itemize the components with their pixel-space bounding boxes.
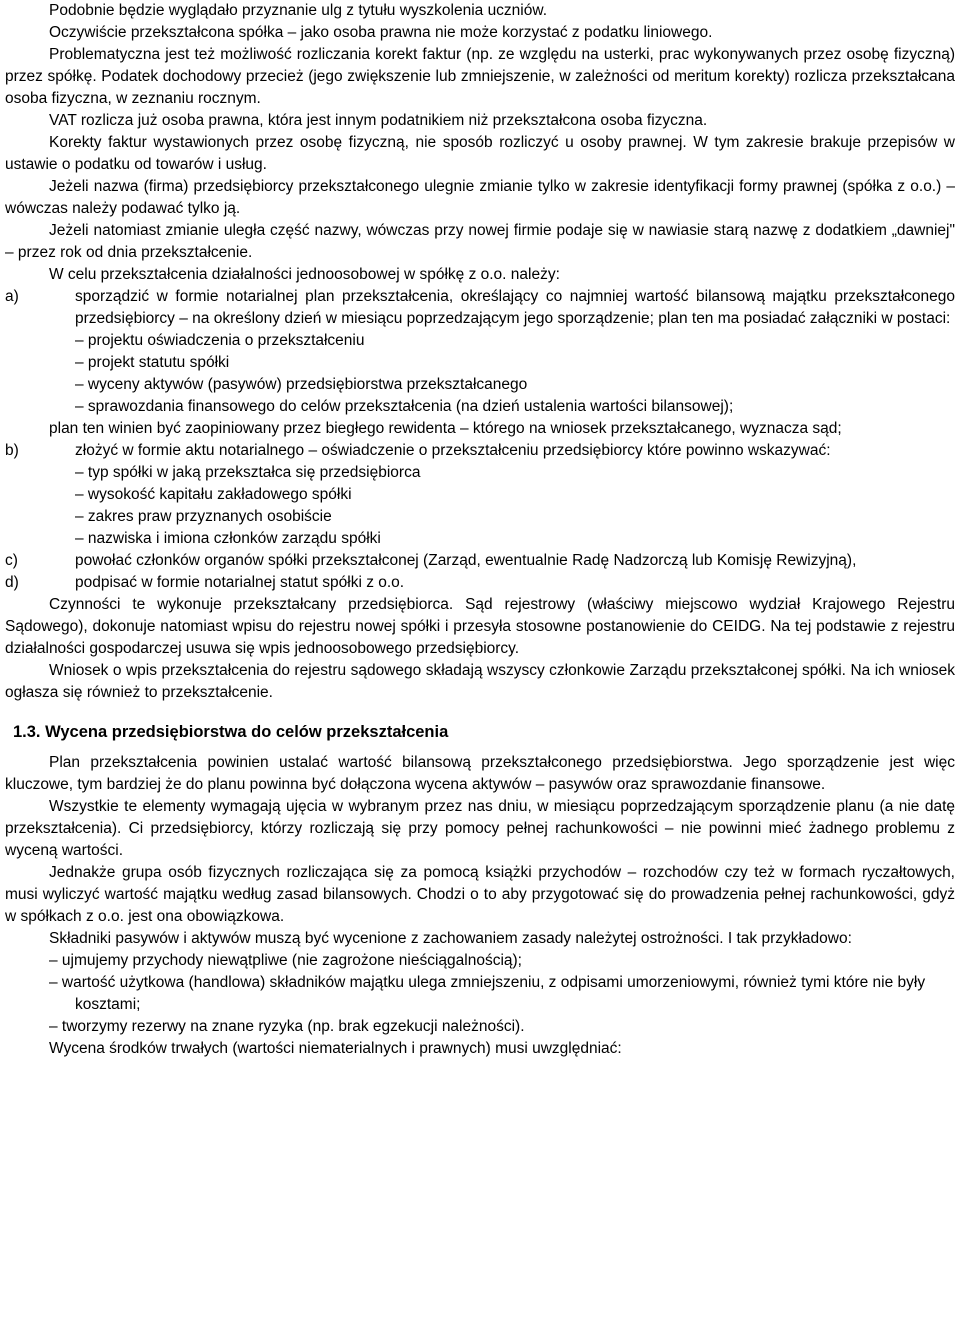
paragraph: Plan przekształcenia powinien ustalać wartość bilansową przekształconego przedsiębiorstwa. Jego sporządzenie jest więc kluczowe, tym bardziej że do planu powinna być dołączona wycena aktywów – pasywów oraz sprawozdanie finansowe. [5, 754, 955, 793]
list-item: – ujmujemy przychody niewątpliwe (nie zagrożone nieściągalnością); [49, 952, 522, 969]
paragraph: Jeżeli nazwa (firma) przedsiębiorcy przekształconego ulegnie zmianie tylko w zakresie identyfikacji formy prawnej (spółka z o.o.) – wówczas należy podawać tylko ją. [5, 178, 955, 217]
paragraph: Jeżeli natomiast zmianie uległa część nazwy, wówczas przy nowej firmie podaje się w nawiasie starą nazwę z dodatkiem „dawniej" – przez rok od dnia przekształcenie. [5, 222, 955, 261]
paragraph: VAT rozlicza już osoba prawna, która jest innym podatnikiem niż przekształcona osoba fizyczna. [49, 112, 708, 129]
paragraph: W celu przekształcenia działalności jednoosobowej w spółkę z o.o. należy: [49, 266, 560, 283]
step-label: b) [5, 442, 19, 459]
step-text: podpisać w formie notarialnej statut spółki z o.o. [75, 574, 405, 591]
section-heading: 1.3. Wycena przedsiębiorstwa do celów przekształcenia [13, 723, 449, 741]
list-item: – typ spółki w jaką przekształca się przedsiębiorca [75, 464, 421, 481]
paragraph: Czynności te wykonuje przekształcany przedsiębiorca. Sąd rejestrowy (właściwy miejscowo wydział Krajowego Rejestru Sądowego), dokonuje natomiast wpisu do rejestru nowej spółki i przesyła stosowne postanowienie do CEIDG. Na tej podstawie z rejestru działalności gospodarczej usuwa się wpis jednoosobowego przedsiębiorcy. [5, 596, 955, 657]
list-item: – projektu oświadczenia o przekształceniu [75, 332, 365, 349]
step-text: złożyć w formie aktu notarialnego – oświadczenie o przekształceniu przedsiębiorcy które powinno wskazywać: [75, 442, 831, 459]
step-label: a) [5, 288, 19, 305]
step-label: d) [5, 574, 19, 591]
step-b [5, 440, 955, 462]
list-item: – wysokość kapitału zakładowego spółki [75, 486, 352, 503]
paragraph: Problematyczna jest też możliwość rozliczania korekt faktur (np. ze względu na usterki, prac wykonywanych przez osobę fizyczną) przez spółkę. Podatek dochodowy przecież (jego zwiększenie lub zmniejszenie, w zależności od meritum korekty) rozlicza przekształcana osoba fizyczna, w zeznaniu rocznym. [5, 46, 955, 107]
paragraph: Podobnie będzie wyglądało przyznanie ulg z tytułu wyszkolenia uczniów. [49, 2, 548, 19]
step-text: powołać członków organów spółki przekształconej (Zarząd, ewentualnie Radę Nadzorczą lub Komisję Rewizyjną), [75, 552, 857, 569]
list-item: – wartość użytkowa (handlowa) składników majątku ulega zmniejszeniu, z odpisami umorzeniowymi, również tymi które nie były kosztami; [49, 974, 926, 1013]
list-item: – zakres praw przyznanych osobiście [75, 508, 332, 525]
step-c [5, 550, 955, 572]
paragraph: Wycena środków trwałych (wartości niematerialnych i prawnych) musi uwzględniać: [49, 1040, 622, 1057]
list-item: – tworzymy rezerwy na znane ryzyka (np. brak egzekucji należności). [49, 1018, 525, 1035]
paragraph: Wszystkie te elementy wymagają ujęcia w wybranym przez nas dniu, w miesiącu poprzedzającym sporządzenie planu (a nie datę przekształcenia). Ci przedsiębiorcy, którzy rozliczają się przy pomocy pełnej rachunkowości – nie powinni mieć żadnego problemu z wyceną wartości. [5, 798, 955, 859]
paragraph: Jednakże grupa osób fizycznych rozliczająca się za pomocą książki przychodów – rozchodów czy też w formach ryczałtowych, musi wyliczyć wartość majątku według zasad bilansowych. Chodzi o to aby przygotować się do prowadzenia pełnej rachunkowości, gdyż w spółkach z o.o. jest ona obowiązkowa. [5, 864, 955, 925]
list-item: – wyceny aktywów (pasywów) przedsiębiorstwa przekształcanego [75, 376, 528, 393]
paragraph: Składniki pasywów i aktywów muszą być wycenione z zachowaniem zasady należytej ostrożności. I tak przykładowo: [49, 930, 852, 947]
step-text: sporządzić w formie notarialnej plan przekształcenia, określający co najmniej wartość bilansową majątku przekształconego przedsiębiorcy – na określony dzień w miesiącu poprzedzającym jego sporządzenie; plan ten ma posiadać załączniki w postaci: [75, 288, 955, 327]
list-item: – sprawozdania finansowego do celów przekształcenia (na dzień ustalenia wartości bilansowej); [75, 398, 734, 415]
paragraph: Wniosek o wpis przekształcenia do rejestru sądowego składają wszyscy członkowie Zarządu przekształconej spółki. Na ich wniosek ogłasza się również to przekształcenie. [5, 662, 955, 701]
step-d [5, 572, 955, 594]
list-item: – nazwiska i imiona członków zarządu spółki [75, 530, 381, 547]
paragraph: Oczywiście przekształcona spółka – jako osoba prawna nie może korzystać z podatku liniowego. [49, 24, 713, 41]
list-item: – projekt statutu spółki [75, 354, 230, 371]
step-label: c) [5, 552, 18, 569]
plan-note: plan ten winien być zaopiniowany przez biegłego rewidenta – którego na wniosek przekształcanego, wyznacza sąd; [49, 420, 842, 437]
step-a [5, 286, 955, 330]
paragraph: Korekty faktur wystawionych przez osobę fizyczną, nie sposób rozliczyć u osoby prawnej. W tym zakresie brakuje przepisów w ustawie o podatku od towarów i usług. [5, 134, 955, 173]
